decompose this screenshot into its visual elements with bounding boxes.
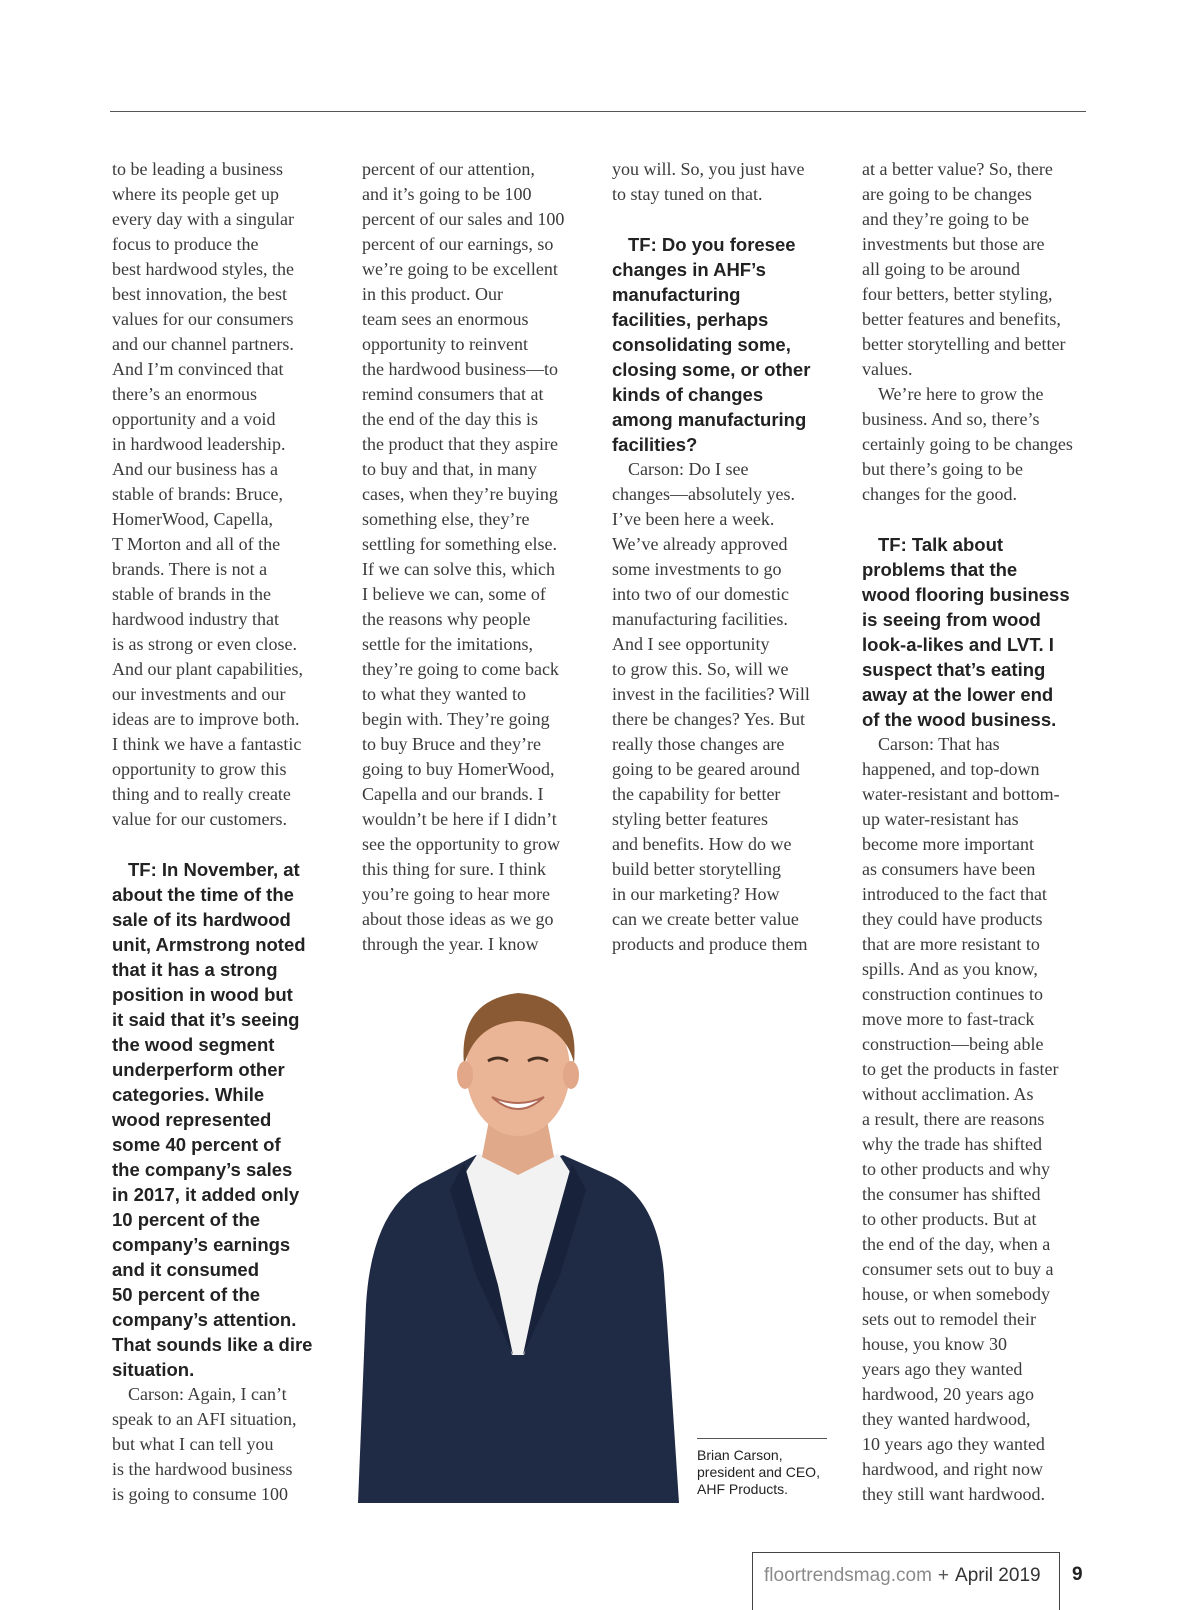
text-line: a result, there are reasons [862,1109,1045,1129]
text-line: there’s an enormous [112,384,257,404]
text-line: I think we have a fantastic [112,734,302,754]
text-line: styling better features [612,809,768,829]
question-line: TF: Do you foresee [628,234,796,255]
text-line: they still want hardwood. [862,1484,1045,1504]
text-line: are going to be changes [862,184,1032,204]
caption-line: Brian Carson, [697,1447,783,1463]
text-line: and they’re going to be [862,209,1029,229]
text-line: to get the products in faster [862,1059,1059,1079]
text-line: T Morton and all of the [112,534,281,554]
text-line: construction—being able [862,1034,1044,1054]
text-line: better features and benefits, [862,309,1061,329]
paragraph-gap [112,832,344,857]
text-line: to be leading a business [112,159,283,179]
question-line: problems that the [862,559,1018,580]
text-line: If we can solve this, which [362,559,555,579]
article-column-2 [362,157,594,957]
portrait-photo [358,975,679,1503]
text-line: water-resistant and bottom- [862,784,1060,804]
article-column-1 [112,157,344,1507]
text-line: every day with a singular [112,209,294,229]
question-line: look-a-likes and LVT. I [862,634,1054,655]
question-line: underperform other [112,1059,285,1080]
text-line: settle for the imitations, [362,634,533,654]
text-line: that are more resistant to [862,934,1040,954]
text-line: years ago they wanted [862,1359,1023,1379]
text-line: team sees an enormous [362,309,529,329]
text-line: wouldn’t be here if I didn’t [362,809,557,829]
text-line: into two of our domestic [612,584,789,604]
text-line: And our business has a [112,459,278,479]
text-line: is as strong or even close. [112,634,297,654]
text-line: thing and to really create [112,784,291,804]
text-line: you’re going to hear more [362,884,550,904]
text-line: some investments to go [612,559,782,579]
text-line: why the trade has shifted [862,1134,1042,1154]
question-line: in 2017, it added only [112,1184,300,1205]
question-line: suspect that’s eating [862,659,1046,680]
text-line: the end of the day, when a [862,1234,1051,1254]
text-line: Capella and our brands. I [362,784,544,804]
text-line: through the year. I know [362,934,539,954]
text-line: as consumers have been [862,859,1036,879]
text-line: And I’m convinced that [112,359,284,379]
text-line: the consumer has shifted [862,1184,1041,1204]
text-line: We’ve already approved [612,534,788,554]
text-line: manufacturing facilities. [612,609,788,629]
text-line: speak to an AFI situation, [112,1409,297,1429]
caption-line: AHF Products. [697,1481,789,1497]
question-line: position in wood but [112,984,293,1005]
question-line: facilities? [612,434,698,455]
text-line: four betters, better styling, [862,284,1053,304]
text-line: hardwood, 20 years ago [862,1384,1034,1404]
question-line: and it consumed [112,1259,259,1280]
question-line: some 40 percent of [112,1134,281,1155]
text-line: about those ideas as we go [362,909,554,929]
footer-site: floortrendsmag.com [764,1565,932,1586]
text-line: focus to produce the [112,234,259,254]
text-line: settling for something else. [362,534,557,554]
text-line: hardwood industry that [112,609,279,629]
caption-line: president and CEO, [697,1464,820,1480]
text-line: is going to consume 100 [112,1484,288,1504]
text-line: happened, and top-down [862,759,1040,779]
question-line: about the time of the [112,884,294,905]
paragraph-gap [612,207,844,232]
text-line: best hardwood styles, the [112,259,294,279]
text-line: and benefits. How do we [612,834,792,854]
text-line: all going to be around [862,259,1020,279]
question-line: the company’s sales [112,1159,293,1180]
text-line: construction continues to [862,984,1043,1004]
text-line: stable of brands in the [112,584,271,604]
text-line: Carson: Do I see [628,459,749,479]
text-line: opportunity to reinvent [362,334,528,354]
text-line: business. And so, there’s [862,409,1040,429]
text-line: spills. And as you know, [862,959,1038,979]
text-line: and it’s going to be 100 [362,184,532,204]
text-line: ideas are to improve both. [112,709,300,729]
ear-left [457,1061,473,1089]
text-line: see the opportunity to grow [362,834,560,854]
question-line: facilities, perhaps [612,309,769,330]
text-line: value for our customers. [112,809,287,829]
text-line: but there’s going to be [862,459,1023,479]
text-line: to grow this. So, will we [612,659,789,679]
text-line: percent of our earnings, so [362,234,554,254]
text-line: to what they wanted to [362,684,526,704]
text-line: And our plant capabilities, [112,659,303,679]
question-line: TF: In November, at [128,859,300,880]
text-line: I’ve been here a week. [612,509,775,529]
text-line: the end of the day this is [362,409,538,429]
question-line: company’s attention. [112,1309,297,1330]
question-line: company’s earnings [112,1234,291,1255]
text-line: this thing for sure. I think [362,859,546,879]
text-line: something else, they’re [362,509,530,529]
text-line: best innovation, the best [112,284,287,304]
text-line: hardwood, and right now [862,1459,1043,1479]
footer-date: April 2019 [955,1565,1041,1586]
question-line: wood represented [112,1109,272,1130]
text-line: there be changes? Yes. But [612,709,805,729]
text-line: cases, when they’re buying [362,484,558,504]
question-line: changes in AHF’s [612,259,766,280]
text-line: begin with. They’re going [362,709,550,729]
text-line: the reasons why people [362,609,531,629]
text-line: We’re here to grow the [878,384,1044,404]
photo-caption [697,1447,837,1498]
footer-separator: + [937,1565,950,1586]
text-line: I believe we can, some of [362,584,546,604]
text-line: in our marketing? How [612,884,780,904]
question-line: wood flooring business [862,584,1070,605]
text-line: where its people get up [112,184,279,204]
text-line: house, or when somebody [862,1284,1050,1304]
text-line: consumer sets out to buy a [862,1259,1054,1279]
text-line: our investments and our [112,684,286,704]
question-line: TF: Talk about [878,534,1004,555]
text-line: they wanted hardwood, [862,1409,1031,1429]
question-line: is seeing from wood [862,609,1041,630]
text-line: in this product. Our [362,284,503,304]
text-line: introduced to the fact that [862,884,1047,904]
ear-right [563,1061,579,1089]
page-number: 9 [1072,1564,1083,1585]
caption-rule [697,1438,827,1439]
question-line: among manufacturing [612,409,807,430]
top-rule [110,111,1086,112]
text-line: sets out to remodel their [862,1309,1036,1329]
text-line: percent of our attention, [362,159,535,179]
text-line: And I see opportunity [612,634,770,654]
question-line: situation. [112,1359,195,1380]
question-line: 50 percent of the [112,1284,261,1305]
text-line: to buy and that, in many [362,459,537,479]
text-line: opportunity to grow this [112,759,287,779]
text-line: invest in the facilities? Will [612,684,810,704]
text-line: opportunity and a void [112,409,276,429]
text-line: HomerWood, Capella, [112,509,274,529]
question-line: categories. While [112,1084,265,1105]
question-line: unit, Armstrong noted [112,934,306,955]
paragraph-gap [862,507,1094,532]
text-line: they could have products [862,909,1043,929]
text-line: Carson: That has [878,734,1000,754]
text-line: house, you know 30 [862,1334,1007,1354]
text-line: and our channel partners. [112,334,294,354]
question-line: away at the lower end [862,684,1054,705]
article-column-4 [862,157,1094,1507]
text-line: changes for the good. [862,484,1017,504]
text-line: you will. So, you just have [612,159,805,179]
text-line: the hardwood business—to [362,359,558,379]
text-line: better storytelling and better [862,334,1066,354]
text-line: values. [862,359,913,379]
text-line: in hardwood leadership. [112,434,286,454]
text-line: certainly going to be changes [862,434,1073,454]
text-line: percent of our sales and 100 [362,209,565,229]
text-line: values for our consumers [112,309,294,329]
text-line: really those changes are [612,734,785,754]
question-line: That sounds like a dire [112,1334,313,1355]
text-line: going to buy HomerWood, [362,759,555,779]
text-line: move more to fast-track [862,1009,1035,1029]
text-line: investments but those are [862,234,1045,254]
question-line: manufacturing [612,284,741,305]
text-line: become more important [862,834,1034,854]
question-line: sale of its hardwood [112,909,291,930]
text-line: is the hardwood business [112,1459,293,1479]
footer-box [752,1552,1060,1610]
text-line: stable of brands: Bruce, [112,484,283,504]
text-line: to buy Bruce and they’re [362,734,541,754]
text-line: build better storytelling [612,859,781,879]
text-line: 10 years ago they wanted [862,1434,1045,1454]
question-line: of the wood business. [862,709,1057,730]
text-line: remind consumers that at [362,384,544,404]
text-line: to other products and why [862,1159,1050,1179]
question-line: 10 percent of the [112,1209,261,1230]
text-line: products and produce them [612,934,808,954]
text-line: going to be geared around [612,759,800,779]
question-line: closing some, or other [612,359,811,380]
text-line: the capability for better [612,784,781,804]
text-line: at a better value? So, there [862,159,1053,179]
question-line: that it has a strong [112,959,278,980]
question-line: consolidating some, [612,334,791,355]
text-line: changes—absolutely yes. [612,484,795,504]
text-line: Carson: Again, I can’t [128,1384,287,1404]
question-line: kinds of changes [612,384,764,405]
text-line: they’re going to come back [362,659,559,679]
question-line: it said that it’s seeing [112,1009,300,1030]
text-line: brands. There is not a [112,559,268,579]
text-line: can we create better value [612,909,799,929]
text-line: without acclimation. As [862,1084,1034,1104]
text-line: to other products. But at [862,1209,1037,1229]
text-line: we’re going to be excellent [362,259,558,279]
question-line: the wood segment [112,1034,275,1055]
text-line: the product that they aspire [362,434,558,454]
text-line: to stay tuned on that. [612,184,763,204]
text-line: but what I can tell you [112,1434,274,1454]
text-line: up water-resistant has [862,809,1019,829]
article-column-3 [612,157,844,957]
